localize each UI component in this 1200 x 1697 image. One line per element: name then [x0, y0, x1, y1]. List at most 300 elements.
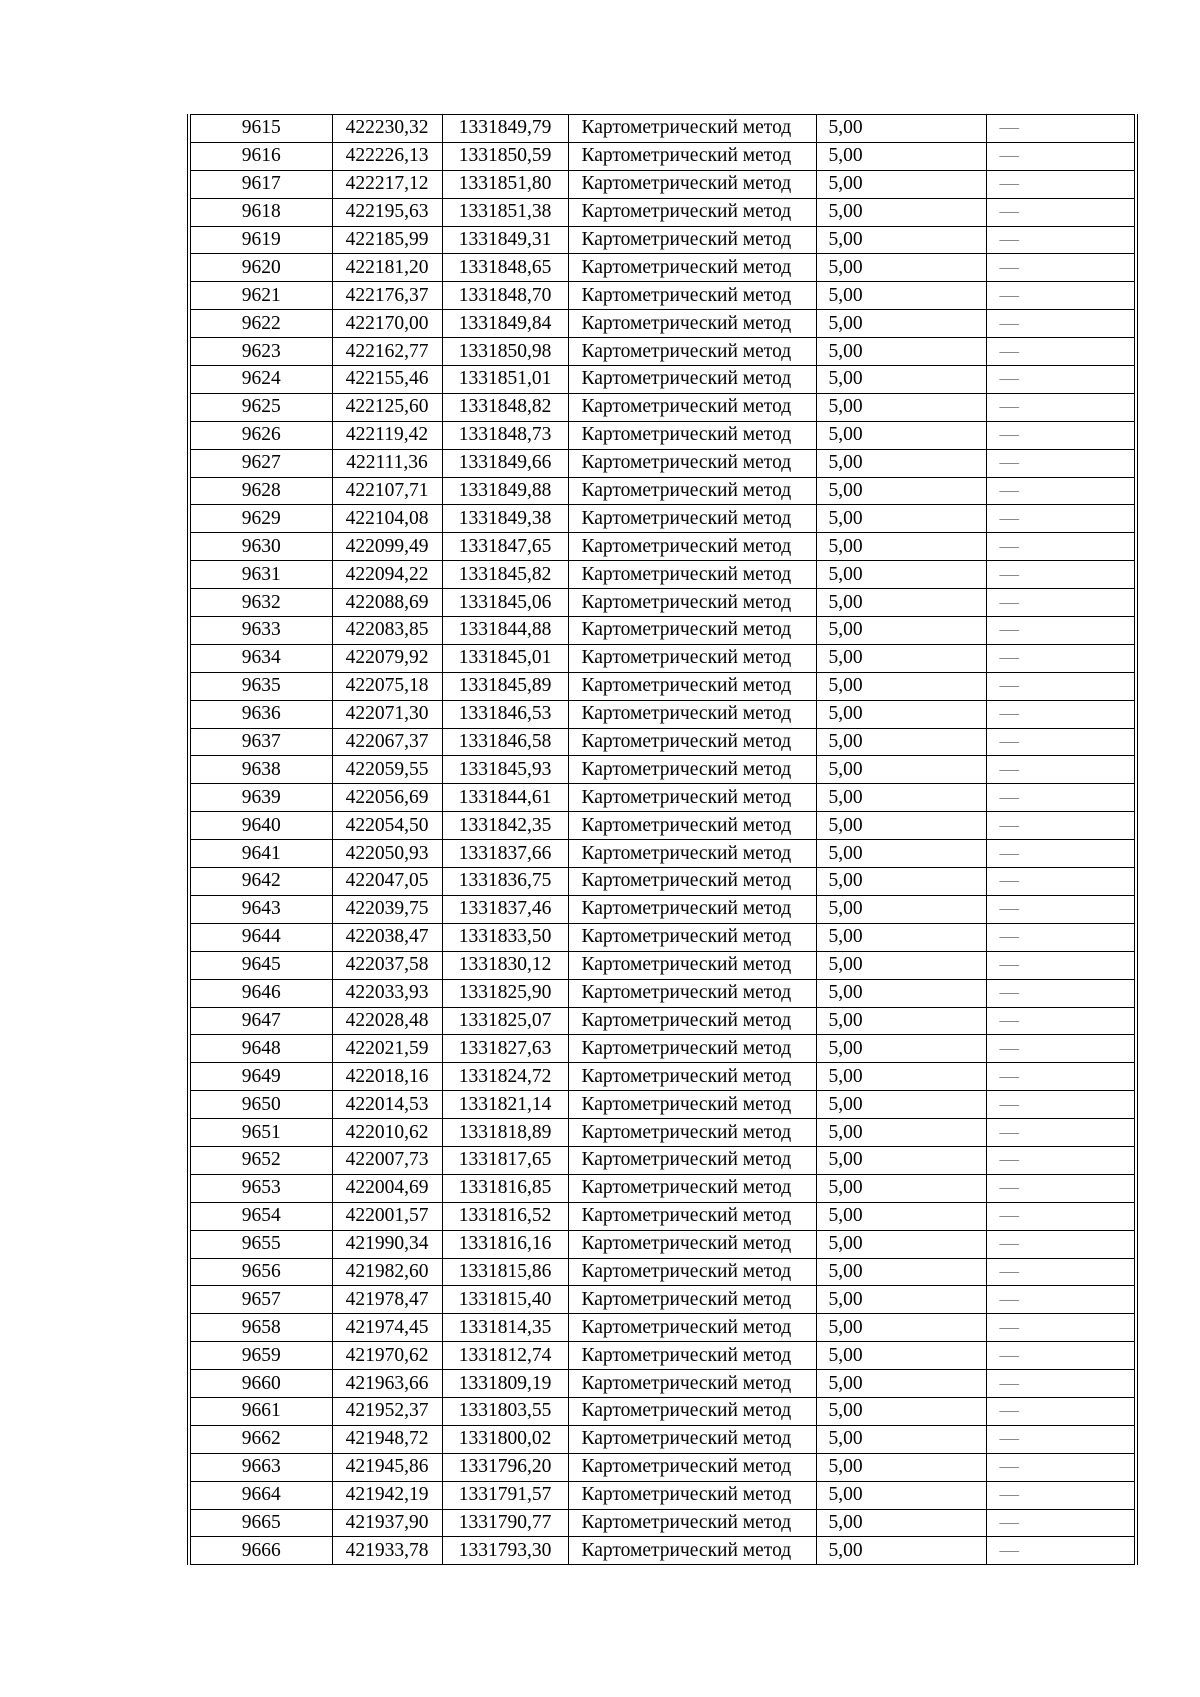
- description-cell: —: [986, 1509, 1136, 1537]
- point-number-cell: 9648: [189, 1035, 332, 1063]
- description-cell: —: [986, 1286, 1136, 1314]
- y-coordinate-cell: 1331800,02: [442, 1425, 568, 1453]
- table-row: [189, 561, 1136, 589]
- point-number-cell: 9660: [189, 1370, 332, 1398]
- precision-cell: 5,00: [816, 1509, 986, 1537]
- method-cell: Картометрический метод: [568, 1258, 816, 1286]
- table-row: [189, 505, 1136, 533]
- y-coordinate-cell: 1331816,16: [442, 1230, 568, 1258]
- description-cell: —: [986, 254, 1136, 282]
- x-coordinate-cell: 422054,50: [332, 812, 442, 840]
- table-row: [189, 282, 1136, 310]
- description-cell: —: [986, 1007, 1136, 1035]
- precision-cell: 5,00: [816, 1370, 986, 1398]
- description-cell: —: [986, 1230, 1136, 1258]
- method-cell: Картометрический метод: [568, 1007, 816, 1035]
- table-row: [189, 923, 1136, 951]
- y-coordinate-cell: 1331803,55: [442, 1397, 568, 1425]
- method-cell: Картометрический метод: [568, 1146, 816, 1174]
- precision-cell: 5,00: [816, 784, 986, 812]
- table-row: [189, 1091, 1136, 1119]
- point-number-cell: 9664: [189, 1481, 332, 1509]
- x-coordinate-cell: 421933,78: [332, 1537, 442, 1565]
- method-cell: Картометрический метод: [568, 1342, 816, 1370]
- precision-cell: 5,00: [816, 1146, 986, 1174]
- x-coordinate-cell: 422162,77: [332, 338, 442, 366]
- y-coordinate-cell: 1331850,59: [442, 142, 568, 170]
- method-cell: Картометрический метод: [568, 895, 816, 923]
- point-number-cell: 9637: [189, 728, 332, 756]
- y-coordinate-cell: 1331849,84: [442, 310, 568, 338]
- precision-cell: 5,00: [816, 728, 986, 756]
- y-coordinate-cell: 1331851,38: [442, 198, 568, 226]
- table-row: [189, 700, 1136, 728]
- description-cell: —: [986, 421, 1136, 449]
- precision-cell: 5,00: [816, 589, 986, 617]
- y-coordinate-cell: 1331809,19: [442, 1370, 568, 1398]
- point-number-cell: 9642: [189, 868, 332, 896]
- point-number-cell: 9636: [189, 700, 332, 728]
- x-coordinate-cell: 422104,08: [332, 505, 442, 533]
- precision-cell: 5,00: [816, 1453, 986, 1481]
- y-coordinate-cell: 1331845,01: [442, 644, 568, 672]
- description-cell: —: [986, 170, 1136, 198]
- table-row: [189, 366, 1136, 394]
- method-cell: Картометрический метод: [568, 477, 816, 505]
- table-row: [189, 644, 1136, 672]
- table-row: [189, 1230, 1136, 1258]
- method-cell: Картометрический метод: [568, 366, 816, 394]
- method-cell: Картометрический метод: [568, 617, 816, 645]
- x-coordinate-cell: 422217,12: [332, 170, 442, 198]
- point-number-cell: 9651: [189, 1119, 332, 1147]
- point-number-cell: 9632: [189, 589, 332, 617]
- point-number-cell: 9622: [189, 310, 332, 338]
- x-coordinate-cell: 422195,63: [332, 198, 442, 226]
- x-coordinate-cell: 422107,71: [332, 477, 442, 505]
- table-row: [189, 951, 1136, 979]
- point-number-cell: 9634: [189, 644, 332, 672]
- description-cell: —: [986, 1314, 1136, 1342]
- precision-cell: 5,00: [816, 1481, 986, 1509]
- table-row: [189, 868, 1136, 896]
- description-cell: —: [986, 310, 1136, 338]
- description-cell: —: [986, 812, 1136, 840]
- method-cell: Картометрический метод: [568, 1174, 816, 1202]
- y-coordinate-cell: 1331848,82: [442, 393, 568, 421]
- method-cell: Картометрический метод: [568, 784, 816, 812]
- point-number-cell: 9646: [189, 979, 332, 1007]
- y-coordinate-cell: 1331849,31: [442, 226, 568, 254]
- method-cell: Картометрический метод: [568, 1370, 816, 1398]
- point-number-cell: 9640: [189, 812, 332, 840]
- y-coordinate-cell: 1331848,65: [442, 254, 568, 282]
- precision-cell: 5,00: [816, 421, 986, 449]
- method-cell: Картометрический метод: [568, 951, 816, 979]
- point-number-cell: 9618: [189, 198, 332, 226]
- point-number-cell: 9628: [189, 477, 332, 505]
- y-coordinate-cell: 1331821,14: [442, 1091, 568, 1119]
- point-number-cell: 9619: [189, 226, 332, 254]
- table-row: [189, 895, 1136, 923]
- y-coordinate-cell: 1331849,38: [442, 505, 568, 533]
- table-row: [189, 226, 1136, 254]
- y-coordinate-cell: 1331850,98: [442, 338, 568, 366]
- precision-cell: 5,00: [816, 1425, 986, 1453]
- method-cell: Картометрический метод: [568, 1481, 816, 1509]
- y-coordinate-cell: 1331815,40: [442, 1286, 568, 1314]
- table-row: [189, 1509, 1136, 1537]
- point-number-cell: 9645: [189, 951, 332, 979]
- y-coordinate-cell: 1331844,61: [442, 784, 568, 812]
- precision-cell: 5,00: [816, 1174, 986, 1202]
- method-cell: Картометрический метод: [568, 1453, 816, 1481]
- table-row: [189, 170, 1136, 198]
- x-coordinate-cell: 422075,18: [332, 672, 442, 700]
- table-row: [189, 784, 1136, 812]
- table-row: [189, 756, 1136, 784]
- method-cell: Картометрический метод: [568, 1314, 816, 1342]
- y-coordinate-cell: 1331842,35: [442, 812, 568, 840]
- y-coordinate-cell: 1331836,75: [442, 868, 568, 896]
- x-coordinate-cell: 422170,00: [332, 310, 442, 338]
- precision-cell: 5,00: [816, 979, 986, 1007]
- table-row: [189, 254, 1136, 282]
- point-number-cell: 9641: [189, 840, 332, 868]
- y-coordinate-cell: 1331793,30: [442, 1537, 568, 1565]
- precision-cell: 5,00: [816, 226, 986, 254]
- point-number-cell: 9655: [189, 1230, 332, 1258]
- x-coordinate-cell: 422119,42: [332, 421, 442, 449]
- x-coordinate-cell: 422067,37: [332, 728, 442, 756]
- method-cell: Картометрический метод: [568, 1230, 816, 1258]
- precision-cell: 5,00: [816, 533, 986, 561]
- table-row: [189, 115, 1136, 143]
- y-coordinate-cell: 1331825,90: [442, 979, 568, 1007]
- x-coordinate-cell: 422230,32: [332, 115, 442, 143]
- y-coordinate-cell: 1331790,77: [442, 1509, 568, 1537]
- point-number-cell: 9627: [189, 449, 332, 477]
- description-cell: —: [986, 1146, 1136, 1174]
- x-coordinate-cell: 422099,49: [332, 533, 442, 561]
- x-coordinate-cell: 421990,34: [332, 1230, 442, 1258]
- precision-cell: 5,00: [816, 170, 986, 198]
- point-number-cell: 9617: [189, 170, 332, 198]
- table-row: [189, 1174, 1136, 1202]
- point-number-cell: 9625: [189, 393, 332, 421]
- y-coordinate-cell: 1331851,80: [442, 170, 568, 198]
- description-cell: —: [986, 533, 1136, 561]
- y-coordinate-cell: 1331848,73: [442, 421, 568, 449]
- method-cell: Картометрический метод: [568, 170, 816, 198]
- y-coordinate-cell: 1331844,88: [442, 617, 568, 645]
- y-coordinate-cell: 1331845,89: [442, 672, 568, 700]
- precision-cell: 5,00: [816, 812, 986, 840]
- precision-cell: 5,00: [816, 617, 986, 645]
- x-coordinate-cell: 421978,47: [332, 1286, 442, 1314]
- description-cell: —: [986, 784, 1136, 812]
- y-coordinate-cell: 1331851,01: [442, 366, 568, 394]
- description-cell: —: [986, 449, 1136, 477]
- x-coordinate-cell: 422094,22: [332, 561, 442, 589]
- y-coordinate-cell: 1331849,88: [442, 477, 568, 505]
- method-cell: Картометрический метод: [568, 1509, 816, 1537]
- point-number-cell: 9657: [189, 1286, 332, 1314]
- table-row: [189, 672, 1136, 700]
- description-cell: —: [986, 1174, 1136, 1202]
- method-cell: Картометрический метод: [568, 310, 816, 338]
- precision-cell: 5,00: [816, 1202, 986, 1230]
- y-coordinate-cell: 1331846,58: [442, 728, 568, 756]
- point-number-cell: 9662: [189, 1425, 332, 1453]
- precision-cell: 5,00: [816, 700, 986, 728]
- x-coordinate-cell: 422007,73: [332, 1146, 442, 1174]
- description-cell: —: [986, 505, 1136, 533]
- y-coordinate-cell: 1331837,46: [442, 895, 568, 923]
- y-coordinate-cell: 1331825,07: [442, 1007, 568, 1035]
- method-cell: Картометрический метод: [568, 533, 816, 561]
- point-number-cell: 9652: [189, 1146, 332, 1174]
- description-cell: —: [986, 617, 1136, 645]
- precision-cell: 5,00: [816, 644, 986, 672]
- table-row: [189, 1453, 1136, 1481]
- description-cell: —: [986, 1481, 1136, 1509]
- precision-cell: 5,00: [816, 393, 986, 421]
- x-coordinate-cell: 422010,62: [332, 1119, 442, 1147]
- x-coordinate-cell: 422125,60: [332, 393, 442, 421]
- x-coordinate-cell: 422001,57: [332, 1202, 442, 1230]
- x-coordinate-cell: 422038,47: [332, 923, 442, 951]
- method-cell: Картометрический метод: [568, 226, 816, 254]
- x-coordinate-cell: 422226,13: [332, 142, 442, 170]
- precision-cell: 5,00: [816, 477, 986, 505]
- table-row: [189, 840, 1136, 868]
- precision-cell: 5,00: [816, 505, 986, 533]
- description-cell: —: [986, 1063, 1136, 1091]
- method-cell: Картометрический метод: [568, 1397, 816, 1425]
- x-coordinate-cell: 422014,53: [332, 1091, 442, 1119]
- table-row: [189, 1146, 1136, 1174]
- x-coordinate-cell: 422050,93: [332, 840, 442, 868]
- precision-cell: 5,00: [816, 951, 986, 979]
- description-cell: —: [986, 282, 1136, 310]
- point-number-cell: 9666: [189, 1537, 332, 1565]
- x-coordinate-cell: 422185,99: [332, 226, 442, 254]
- x-coordinate-cell: 421974,45: [332, 1314, 442, 1342]
- method-cell: Картометрический метод: [568, 1091, 816, 1119]
- y-coordinate-cell: 1331849,79: [442, 115, 568, 143]
- precision-cell: 5,00: [816, 115, 986, 143]
- point-number-cell: 9654: [189, 1202, 332, 1230]
- point-number-cell: 9638: [189, 756, 332, 784]
- precision-cell: 5,00: [816, 895, 986, 923]
- precision-cell: 5,00: [816, 756, 986, 784]
- method-cell: Картометрический метод: [568, 923, 816, 951]
- method-cell: Картометрический метод: [568, 700, 816, 728]
- table-row: [189, 533, 1136, 561]
- y-coordinate-cell: 1331845,82: [442, 561, 568, 589]
- y-coordinate-cell: 1331845,93: [442, 756, 568, 784]
- point-number-cell: 9659: [189, 1342, 332, 1370]
- description-cell: —: [986, 477, 1136, 505]
- description-cell: —: [986, 198, 1136, 226]
- x-coordinate-cell: 422176,37: [332, 282, 442, 310]
- precision-cell: 5,00: [816, 868, 986, 896]
- precision-cell: 5,00: [816, 1063, 986, 1091]
- x-coordinate-cell: 422056,69: [332, 784, 442, 812]
- precision-cell: 5,00: [816, 1286, 986, 1314]
- x-coordinate-cell: 422155,46: [332, 366, 442, 394]
- description-cell: —: [986, 1035, 1136, 1063]
- point-number-cell: 9616: [189, 142, 332, 170]
- point-number-cell: 9626: [189, 421, 332, 449]
- point-number-cell: 9649: [189, 1063, 332, 1091]
- description-cell: —: [986, 1258, 1136, 1286]
- table-row: [189, 1007, 1136, 1035]
- y-coordinate-cell: 1331791,57: [442, 1481, 568, 1509]
- method-cell: Картометрический метод: [568, 282, 816, 310]
- description-cell: —: [986, 728, 1136, 756]
- table-row: [189, 1342, 1136, 1370]
- x-coordinate-cell: 422033,93: [332, 979, 442, 1007]
- method-cell: Картометрический метод: [568, 1035, 816, 1063]
- description-cell: —: [986, 142, 1136, 170]
- point-number-cell: 9658: [189, 1314, 332, 1342]
- method-cell: Картометрический метод: [568, 115, 816, 143]
- point-number-cell: 9631: [189, 561, 332, 589]
- point-number-cell: 9639: [189, 784, 332, 812]
- method-cell: Картометрический метод: [568, 1063, 816, 1091]
- y-coordinate-cell: 1331818,89: [442, 1119, 568, 1147]
- precision-cell: 5,00: [816, 1342, 986, 1370]
- y-coordinate-cell: 1331812,74: [442, 1342, 568, 1370]
- x-coordinate-cell: 422181,20: [332, 254, 442, 282]
- y-coordinate-cell: 1331849,66: [442, 449, 568, 477]
- description-cell: —: [986, 115, 1136, 143]
- point-number-cell: 9630: [189, 533, 332, 561]
- description-cell: —: [986, 1342, 1136, 1370]
- x-coordinate-cell: 422037,58: [332, 951, 442, 979]
- description-cell: —: [986, 1370, 1136, 1398]
- description-cell: —: [986, 393, 1136, 421]
- point-number-cell: 9624: [189, 366, 332, 394]
- precision-cell: 5,00: [816, 338, 986, 366]
- x-coordinate-cell: 421948,72: [332, 1425, 442, 1453]
- table-row: [189, 1537, 1136, 1565]
- x-coordinate-cell: 422079,92: [332, 644, 442, 672]
- y-coordinate-cell: 1331847,65: [442, 533, 568, 561]
- method-cell: Картометрический метод: [568, 338, 816, 366]
- point-number-cell: 9633: [189, 617, 332, 645]
- method-cell: Картометрический метод: [568, 142, 816, 170]
- y-coordinate-cell: 1331796,20: [442, 1453, 568, 1481]
- description-cell: —: [986, 1397, 1136, 1425]
- description-cell: —: [986, 923, 1136, 951]
- x-coordinate-cell: 422028,48: [332, 1007, 442, 1035]
- method-cell: Картометрический метод: [568, 1202, 816, 1230]
- description-cell: —: [986, 644, 1136, 672]
- y-coordinate-cell: 1331833,50: [442, 923, 568, 951]
- y-coordinate-cell: 1331837,66: [442, 840, 568, 868]
- y-coordinate-cell: 1331816,85: [442, 1174, 568, 1202]
- precision-cell: 5,00: [816, 923, 986, 951]
- y-coordinate-cell: 1331814,35: [442, 1314, 568, 1342]
- table-row: [189, 1370, 1136, 1398]
- table-row: [189, 617, 1136, 645]
- table-row: [189, 1119, 1136, 1147]
- method-cell: Картометрический метод: [568, 254, 816, 282]
- point-number-cell: 9663: [189, 1453, 332, 1481]
- precision-cell: 5,00: [816, 672, 986, 700]
- table-row: [189, 142, 1136, 170]
- x-coordinate-cell: 422004,69: [332, 1174, 442, 1202]
- point-number-cell: 9629: [189, 505, 332, 533]
- x-coordinate-cell: 421982,60: [332, 1258, 442, 1286]
- method-cell: Картометрический метод: [568, 868, 816, 896]
- point-number-cell: 9621: [189, 282, 332, 310]
- description-cell: —: [986, 979, 1136, 1007]
- x-coordinate-cell: 421945,86: [332, 1453, 442, 1481]
- table-row: [189, 1202, 1136, 1230]
- point-number-cell: 9647: [189, 1007, 332, 1035]
- method-cell: Картометрический метод: [568, 840, 816, 868]
- method-cell: Картометрический метод: [568, 393, 816, 421]
- y-coordinate-cell: 1331848,70: [442, 282, 568, 310]
- precision-cell: 5,00: [816, 1314, 986, 1342]
- table-row: [189, 589, 1136, 617]
- method-cell: Картометрический метод: [568, 979, 816, 1007]
- description-cell: —: [986, 1202, 1136, 1230]
- description-cell: —: [986, 226, 1136, 254]
- precision-cell: 5,00: [816, 1007, 986, 1035]
- precision-cell: 5,00: [816, 1258, 986, 1286]
- precision-cell: 5,00: [816, 561, 986, 589]
- description-cell: —: [986, 1537, 1136, 1565]
- table-row: [189, 1314, 1136, 1342]
- description-cell: —: [986, 1453, 1136, 1481]
- point-number-cell: 9643: [189, 895, 332, 923]
- description-cell: —: [986, 338, 1136, 366]
- description-cell: —: [986, 951, 1136, 979]
- point-number-cell: 9650: [189, 1091, 332, 1119]
- table-row: [189, 393, 1136, 421]
- method-cell: Картометрический метод: [568, 756, 816, 784]
- method-cell: Картометрический метод: [568, 589, 816, 617]
- y-coordinate-cell: 1331846,53: [442, 700, 568, 728]
- x-coordinate-cell: 422083,85: [332, 617, 442, 645]
- method-cell: Картометрический метод: [568, 505, 816, 533]
- precision-cell: 5,00: [816, 1397, 986, 1425]
- x-coordinate-cell: 421942,19: [332, 1481, 442, 1509]
- precision-cell: 5,00: [816, 1035, 986, 1063]
- x-coordinate-cell: 421963,66: [332, 1370, 442, 1398]
- table-row: [189, 1425, 1136, 1453]
- point-number-cell: 9656: [189, 1258, 332, 1286]
- method-cell: Картометрический метод: [568, 1425, 816, 1453]
- description-cell: —: [986, 1119, 1136, 1147]
- method-cell: Картометрический метод: [568, 561, 816, 589]
- description-cell: —: [986, 868, 1136, 896]
- y-coordinate-cell: 1331817,65: [442, 1146, 568, 1174]
- description-cell: —: [986, 1091, 1136, 1119]
- y-coordinate-cell: 1331845,06: [442, 589, 568, 617]
- precision-cell: 5,00: [816, 1091, 986, 1119]
- table-row: [189, 338, 1136, 366]
- table-row: [189, 310, 1136, 338]
- table-row: [189, 1397, 1136, 1425]
- precision-cell: 5,00: [816, 142, 986, 170]
- x-coordinate-cell: 421970,62: [332, 1342, 442, 1370]
